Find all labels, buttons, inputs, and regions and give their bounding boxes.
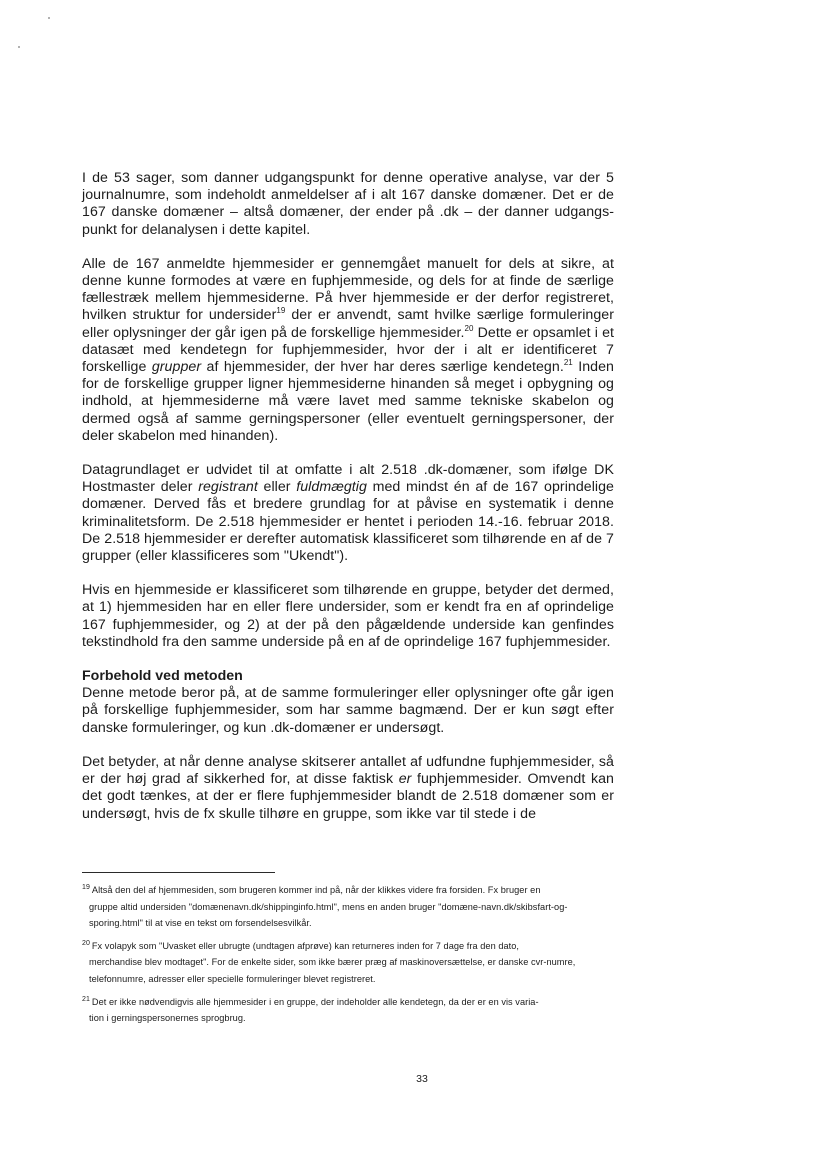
footnote-reference: 20 [464, 323, 474, 333]
footnote-number: 20 [82, 939, 90, 947]
footnote-text-continued: gruppe altid undersiden "domænenavn.dk/shippinginfo.html", mens en anden bruger "domæne-navn.dk/skibsfart-og-sporing.html" til at vise en tekst om forsendelsesvilkår. [89, 901, 568, 929]
italic-term: grupper [151, 359, 202, 376]
scan-speck [18, 46, 20, 48]
italic-term: registrant [198, 479, 258, 496]
body-text-before-heading [82, 170, 614, 651]
footnote-separator [82, 872, 275, 873]
italic-term: er [398, 771, 412, 788]
text-segment: Denne metode beror på, at de samme formuleringer eller oplysninger ofte går igen på forskellige fuphjemmesider, som har samme bagmænd. Der er kun søgt efter danske formuleringer, og kun .dk-domæner er undersøgt. [82, 685, 614, 736]
footnote-text-continued: merchandise blev modtaget". For de enkelte sider, som ikke bærer præg af maskinoversættelse, er danske cvr-numre, telefonnumre, adresser eller specielle formuleringer blevet registreret. [89, 957, 576, 984]
footnote-text: Altså den del af hjemmesiden, som brugeren kommer ind på, når der klikkes videre fra forsiden. Fx bruger en [91, 885, 541, 895]
footnote-text: Fx volapyk som "Uvasket eller ubrugte (undtagen afprøve) kan returneres inden for 7 dage fra den dato, [91, 940, 520, 951]
footnote [82, 882, 614, 932]
paragraph [82, 462, 614, 565]
text-segment: I de 53 sager, som danner udgangspunkt for denne operative analyse, var der 5 journalnumre, som indeholdt anmeldelser af i alt 167 danske domæner. Det er de 167 danske domæner – altså domæner, der ender på .dk – der danner udgangspunkt for delanalysen i dette kapitel. [82, 170, 614, 238]
text-segment: med mindst én af de 167 oprindelige domæner. Derved fås et bredere grundlag for at påvise en systematik i denne kriminalitetsform. De 2.518 hjemmesider er hentet i perioden 14.-16. februar 2018. De 2.518 hjemmesider er derefter automatisk klassificeret som tilhørende en af de 7 grupper (eller klassificeres som "Ukendt"). [82, 479, 614, 565]
page-number: 33 [416, 1073, 428, 1085]
text-segment: der er anvendt, samt hvilke særlige formuleringer eller oplysninger der går igen på de forskellige hjemmesider. [82, 307, 614, 341]
footnotes [82, 882, 614, 1033]
document-body [82, 170, 614, 840]
body-text-after-heading [82, 685, 614, 822]
text-segment: Hvis en hjemmeside er klassificeret som tilhørende en gruppe, betyder det dermed, at 1) hjemmesiden har en eller flere undersider, som er kendt fra en af oprindelige 167 fuphjemmesider, og 2) at der på den pågældende underside kan genfindes tekstindhold fra den samme underside på en af de oprindelige 167 fuphjemmesider. [82, 582, 614, 650]
text-segment: eller [257, 479, 297, 496]
text-segment: Det betyder, at når denne analyse skitserer antallet af udfundne fuphjemmesider, så er der høj grad af sikkerhed for, at disse faktisk [82, 753, 614, 788]
text-segment: Dette er opsamlet i et datasæt med kendetegn for fuphjemmesider, hvor der i alt er identificeret 7 forskellige [82, 324, 614, 376]
footnote-number: 21 [82, 995, 90, 1003]
paragraph [82, 754, 614, 823]
footnote [82, 938, 614, 988]
footnote [82, 994, 614, 1027]
paragraph [82, 685, 614, 737]
footnote-reference: 19 [276, 306, 286, 316]
text-segment: af hjemmesider, der hver har deres særlige kendetegn. [201, 359, 564, 376]
text-segment: fuphjemmesider. Omvendt kan det godt tænkes, at der er flere fuphjemmesider blandt de 2.518 domæner som er undersøgt, hvis de fx skulle tilhøre en gruppe, som ikke var til stede i de [82, 771, 614, 822]
paragraph [82, 582, 614, 651]
footnote-reference: 21 [563, 358, 573, 368]
footnote-text-continued: tion i gerningspersonernes sprogbrug. [89, 1013, 246, 1024]
paragraph [82, 170, 614, 239]
scan-speck [48, 17, 50, 19]
footnote-number: 19 [82, 884, 90, 891]
section-heading: Forbehold ved metoden [82, 668, 243, 685]
text-segment: Inden for de forskellige grupper ligner hjemmesiderne hinanden så meget i opbygning og indhold, at hjemmesiderne må være lavet med samme tekniske skabelon og dermed også af samme gerningspersoner (eller eventuelt gerningspersoner, der deler skabelon med hinanden). [82, 359, 614, 444]
paragraph [82, 256, 614, 445]
text-segment: Alle de 167 anmeldte hjemmesider er gennemgået manuelt for dels at sikre, at denne kunne formodes at være en fuphjemmeside, og dels for at finde de særlige fællestræk mellem hjemmesiderne. På hver hjemmeside er der derfor registreret, hvilken struktur for undersider [82, 255, 614, 324]
text-segment: Datagrundlaget er udvidet til at omfatte i alt 2.518 .dk-domæner, som ifølge DK Hostmaster deler [82, 462, 614, 496]
footnote-text: Det er ikke nødvendigvis alle hjemmesider i en gruppe, der indeholder alle kendetegn, da der er en vis varia- [91, 996, 539, 1007]
italic-term: fuldmægtig [296, 479, 367, 496]
